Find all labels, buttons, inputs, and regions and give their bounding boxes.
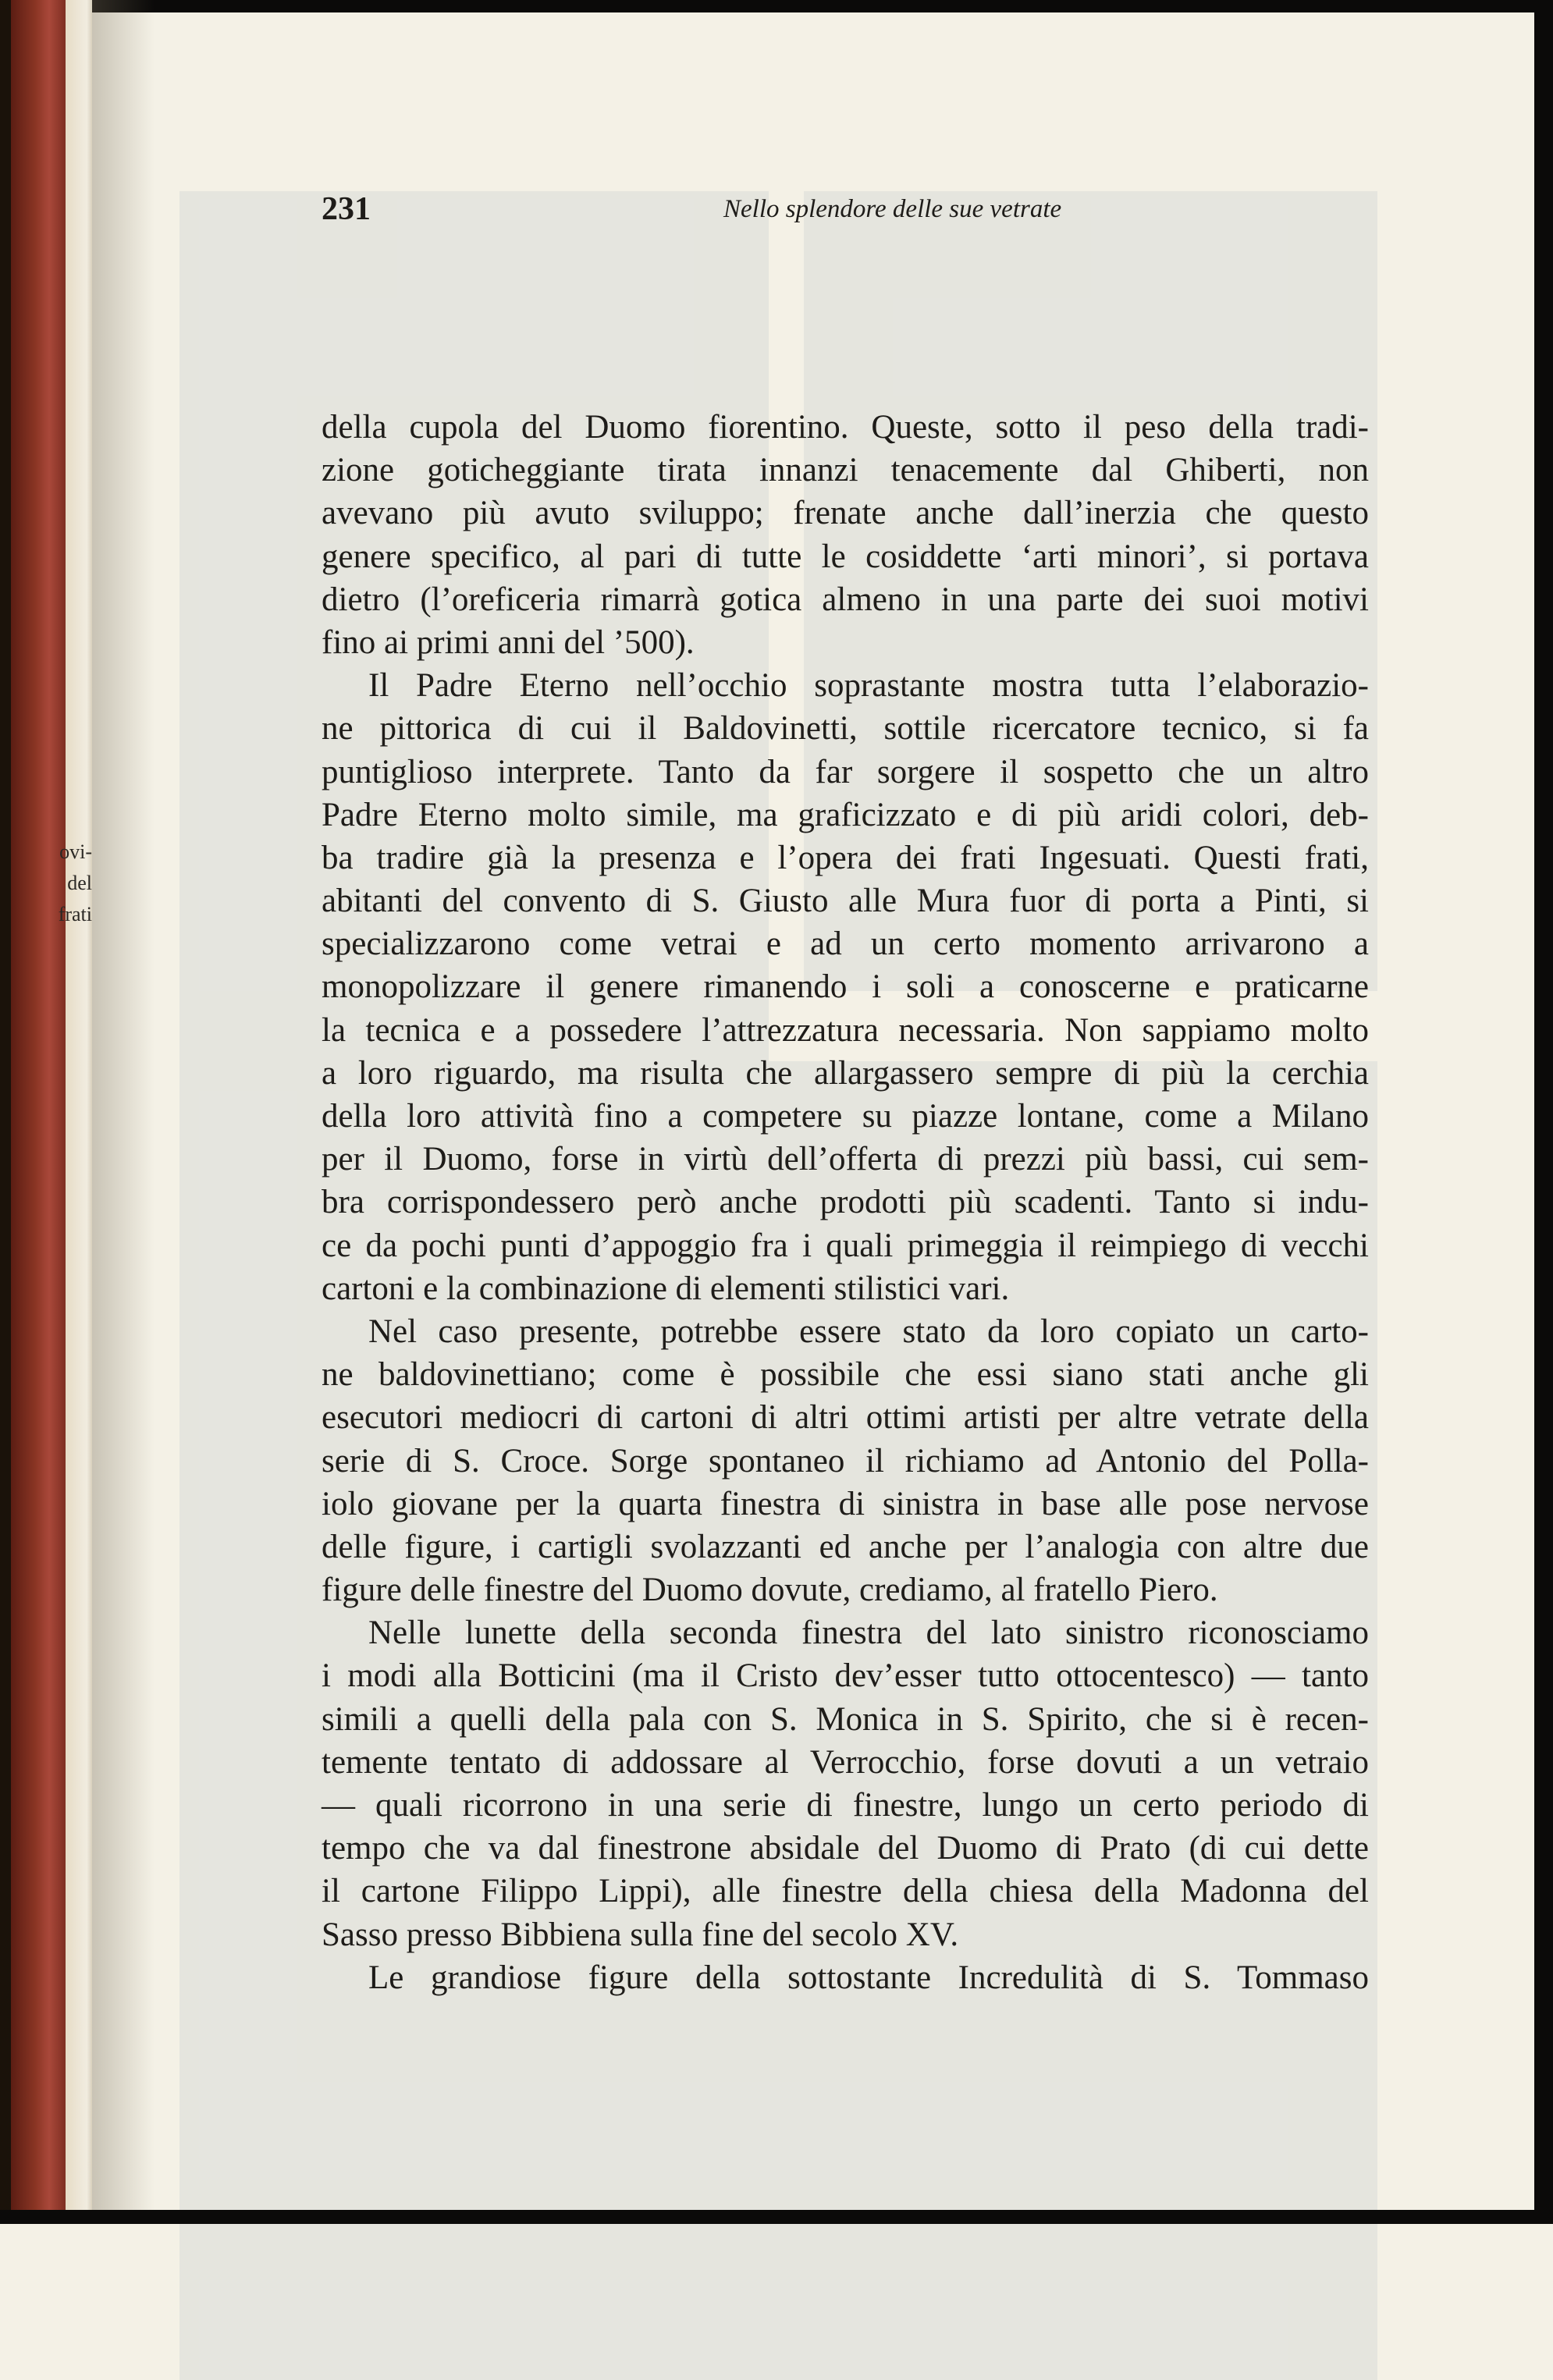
text-line: della loro attività fino a competere su piazze lontane, come a Milano <box>322 1098 1369 1135</box>
scan-frame-right <box>1534 0 1553 2224</box>
text-line: simili a quelli della pala con S. Monica in S. Spirito, che si è recen- <box>322 1700 1369 1738</box>
text-line: temente tentato di addossare al Verrocchio, forse dovuti a un vetraio <box>322 1743 1369 1781</box>
text-line: per il Duomo, forse in virtù dell’offerta di prezzi più bassi, cui sem- <box>322 1141 1369 1178</box>
text-line: esecutori mediocri di cartoni di altri ottimi artisti per altre vetrate della <box>322 1399 1369 1437</box>
facing-page-text <box>56 837 92 930</box>
text-line: — quali ricorrono in una serie di finestre, lungo un certo periodo di <box>322 1787 1369 1824</box>
paragraph <box>322 1310 1369 1611</box>
text-line: della cupola del Duomo fiorentino. Queste, sotto il peso della tradi- <box>322 409 1369 446</box>
text-line: monopolizzare il genere rimanendo i soli a conoscerne e praticarne <box>322 968 1369 1006</box>
running-title: Nello splendore delle sue vetrate <box>723 195 1062 223</box>
scan-frame-top <box>0 0 1553 12</box>
scan-frame-left <box>0 0 11 2224</box>
text-line: Le grandiose figure della sottostante Incredulità di S. Tommaso <box>368 1959 1369 1996</box>
text-line: puntiglioso interprete. Tanto da far sorgere il sospetto che un altro <box>322 753 1369 790</box>
paragraph <box>322 1611 1369 1956</box>
text-line: Nelle lunette della seconda finestra del lato sinistro riconosciamo <box>368 1614 1369 1652</box>
paragraph <box>322 406 1369 664</box>
text-line: dietro (l’oreficeria rimarrà gotica almeno in una parte dei suoi motivi <box>322 581 1369 618</box>
text-line: specializzarono come vetrai e ad un certo momento arrivarono a <box>322 925 1369 963</box>
text-line: fino ai primi anni del ’500). <box>322 623 695 661</box>
running-head <box>322 187 1111 231</box>
text-line: ne pittorica di cui il Baldovinetti, sottile ricercatore tecnico, si fa <box>322 710 1369 748</box>
text-line: abitanti del convento di S. Giusto alle Mura fuor di porta a Pinti, si <box>322 883 1369 920</box>
text-line: a loro riguardo, ma risulta che allargassero sempre di più la cerchia <box>322 1054 1369 1092</box>
scan-frame-bottom <box>0 2210 1553 2224</box>
text-line: Padre Eterno molto simile, ma graficizzato e di più aridi colori, deb- <box>322 796 1369 833</box>
facing-page-word: del <box>67 872 92 894</box>
text-line: Nel caso presente, potrebbe essere stato da loro copiato un carto- <box>368 1313 1369 1350</box>
text-line: il cartone Filippo Lippi), alle finestre della chiesa della Madonna del <box>322 1873 1369 1910</box>
text-line: delle figure, i cartigli svolazzanti ed anche per l’analogia con altre due <box>322 1528 1369 1565</box>
text-line: figure delle finestre del Duomo dovute, crediamo, al fratello Piero. <box>322 1572 1218 1609</box>
page-number: 231 <box>322 191 371 227</box>
text-line: serie di S. Croce. Sorge spontaneo il richiamo ad Antonio del Polla- <box>322 1442 1369 1480</box>
text-line: bra corrispondessero però anche prodotti più scadenti. Tanto si indu- <box>322 1184 1369 1221</box>
text-line: ne baldovinettiano; come è possibile che essi siano stati anche gli <box>322 1356 1369 1394</box>
paragraph <box>322 1956 1369 1999</box>
text-line: i modi alla Botticini (ma il Cristo dev’esser tutto ottocentesco) — tanto <box>322 1657 1369 1695</box>
facing-page-word: frati <box>58 903 92 925</box>
text-line: la tecnica e a possedere l’attrezzatura necessaria. Non sappiamo molto <box>322 1011 1369 1049</box>
text-line: cartoni e la combinazione di elementi stilistici vari. <box>322 1270 1010 1307</box>
book-cover-edge <box>11 0 66 2224</box>
body-text <box>322 406 1369 1999</box>
paragraph <box>322 664 1369 1310</box>
text-line: ce da pochi punti d’appoggio fra i quali primeggia il reimpiego di vecchi <box>322 1227 1369 1264</box>
text-line: genere specifico, al pari di tutte le cosiddette ‘arti minori’, si portava <box>322 538 1369 575</box>
text-line: tempo che va dal finestrone absidale del Duomo di Prato (di cui dette <box>322 1830 1369 1867</box>
text-line: ba tradire già la presenza e l’opera dei frati Ingesuati. Questi frati, <box>322 839 1369 876</box>
text-line: zione goticheggiante tirata innanzi tenacemente dal Ghiberti, non <box>322 452 1369 489</box>
text-line: Il Padre Eterno nell’occhio soprastante mostra tutta l’elaborazio- <box>368 667 1369 705</box>
page-gutter-shadow <box>92 0 155 2224</box>
text-line: Sasso presso Bibbiena sulla fine del secolo XV. <box>322 1916 959 1953</box>
facing-page-edge <box>66 0 92 2224</box>
text-line: avevano più avuto sviluppo; frenate anche dall’inerzia che questo <box>322 495 1369 532</box>
text-line: iolo giovane per la quarta finestra di sinistra in base alle pose nervose <box>322 1485 1369 1522</box>
facing-page-word: ovi- <box>59 840 92 863</box>
